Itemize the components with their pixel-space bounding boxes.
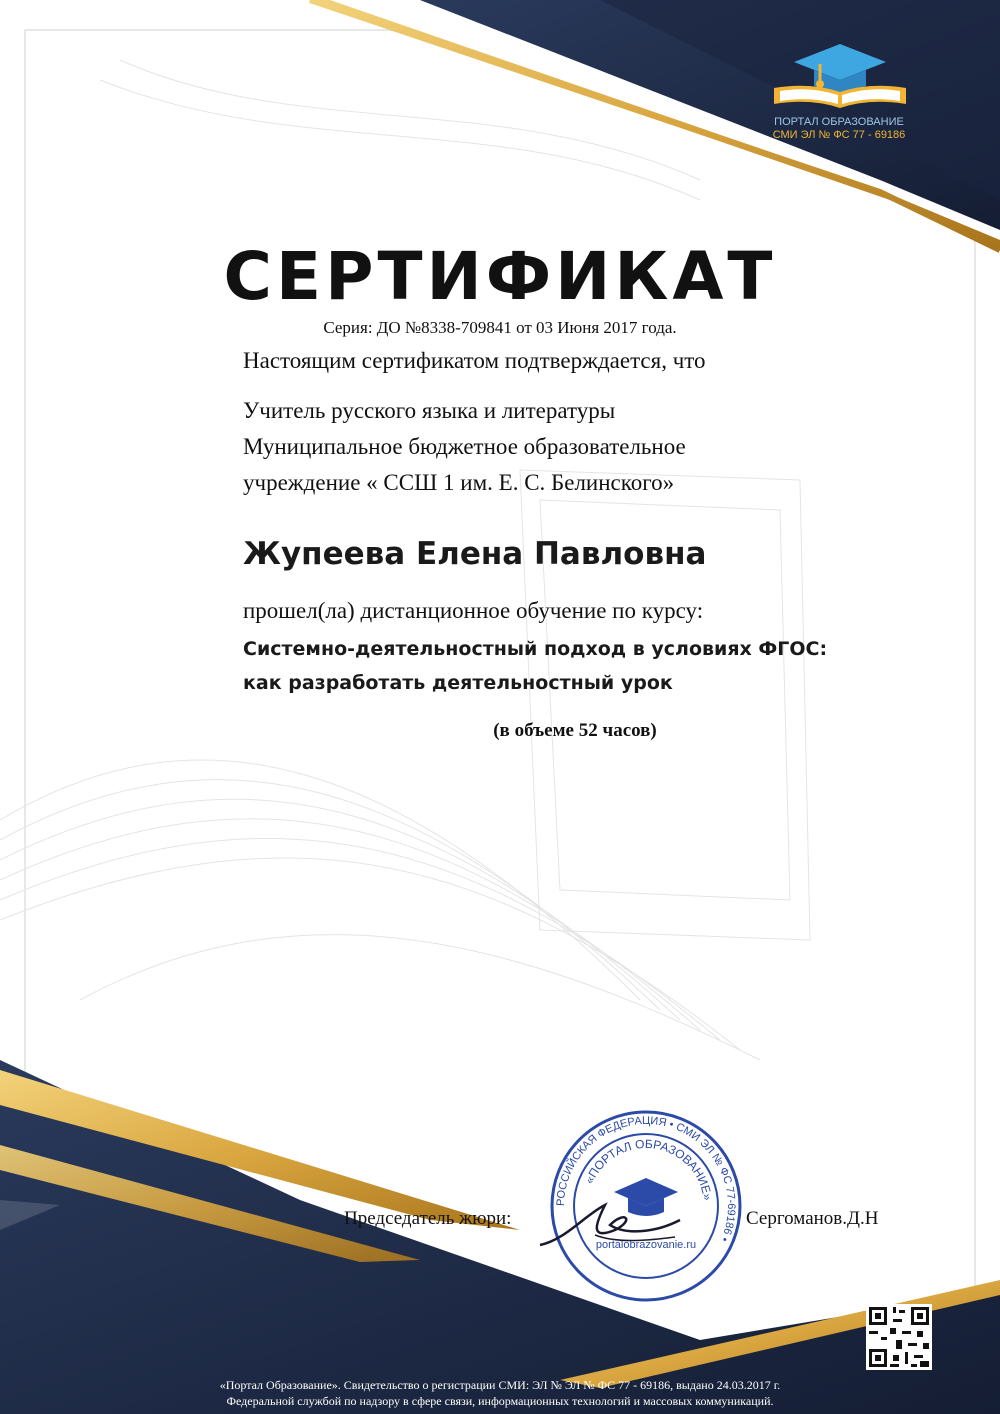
portal-logo bbox=[770, 38, 910, 118]
course-title-line-1: Системно-деятельностный подход в условиях ФГОС: bbox=[243, 638, 828, 660]
stamp-url: portalobrazovanie.ru bbox=[595, 1239, 697, 1251]
book-icon bbox=[770, 82, 910, 110]
certificate-series: Серия: ДО №8338-709841 от 03 Июня 2017 года. bbox=[323, 318, 677, 337]
stamp-inner-text: «ПОРТАЛ ОБРАЗОВАНИЕ» bbox=[581, 1136, 715, 1202]
signature-name: Сергоманов.Д.Н bbox=[746, 1208, 879, 1229]
signature-label: Председатель жюри: bbox=[344, 1208, 512, 1229]
organization-line-2: учреждение « ССШ 1 им. Е. С. Белинского» bbox=[243, 470, 675, 495]
intro-text: Настоящим сертификатом подтверждается, что bbox=[243, 348, 706, 373]
recipient-name: Жупеева Елена Павловна bbox=[243, 536, 707, 572]
position-text: Учитель русского языка и литературы bbox=[243, 398, 616, 423]
organization-line-1: Муниципальное бюджетное образовательное bbox=[243, 434, 686, 459]
qr-code-icon bbox=[866, 1304, 932, 1370]
logo-registration: СМИ ЭЛ № ФС 77 - 69186 bbox=[772, 129, 906, 141]
course-title-line-2: как разработать деятельностный урок bbox=[243, 672, 673, 694]
certificate-title: СЕРТИФИКАТ bbox=[223, 238, 777, 315]
footer-line-1: «Портал Образование». Свидетельство о регистрации СМИ: ЭЛ № ЭЛ № ФС 77 - 69186, выдано 24.03.2017 г. bbox=[219, 1378, 781, 1392]
stamp-outer-text: РОССИЙСКАЯ ФЕДЕРАЦИЯ • СМИ ЭЛ № ФС 77-69186 • bbox=[554, 1114, 738, 1244]
chairman-signature bbox=[535, 1195, 685, 1255]
course-hours: (в объеме 52 часов) bbox=[493, 720, 657, 741]
logo-title: ПОРТАЛ ОБРАЗОВАНИЕ bbox=[774, 116, 904, 128]
footer-line-2: Федеральной службой по надзору в сфере связи, информационных технологий и массовых коммуникаций. bbox=[226, 1394, 774, 1408]
completed-text: прошел(ла) дистанционное обучение по курсу: bbox=[243, 598, 704, 623]
